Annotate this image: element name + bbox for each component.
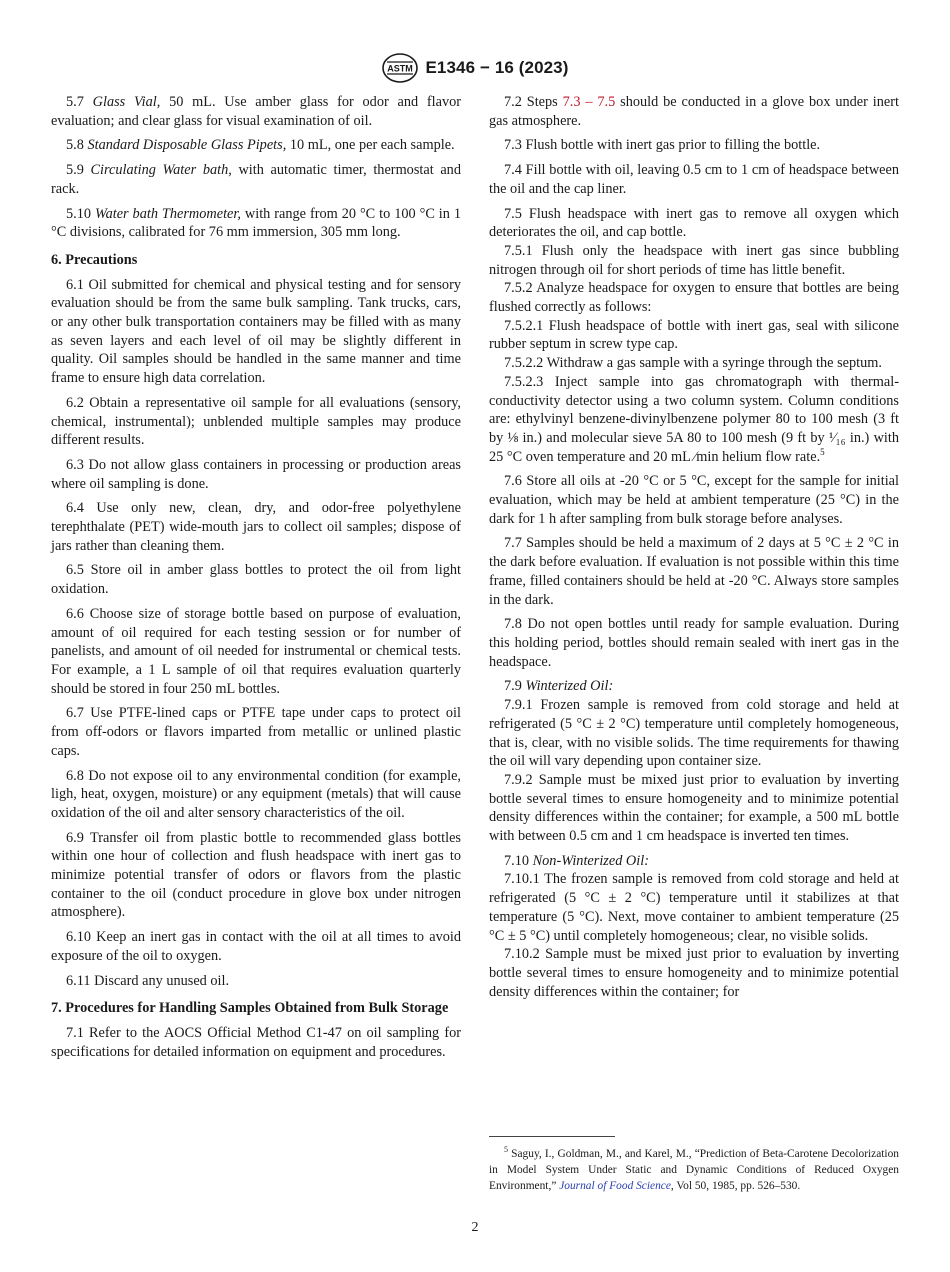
paragraph-6-8: 6.8 Do not expose oil to any environmental condition (for example, ligh, heat, oxygen, moisture) or any equipment (metals) that will cause oxidation of the oil and alter sensory characteristics of the oil. [51,767,461,821]
paragraph-7-5: 7.5 Flush headspace with inert gas to remove all oxygen which deteriorates the oil, and cap bottle. [489,205,899,241]
paragraph-7-5-2-1: 7.5.2.1 Flush headspace of bottle with inert gas, seal with silicone rubber septum in screw type cap. [489,317,899,353]
paragraph-7-5-2-3: 7.5.2.3 Inject sample into gas chromatograph with thermal-conductivity detector using a two column system. Column conditions are: ethylvinyl benzene-divinylbenzene polymer 80 to 100 mesh (3 ft by ⅛ in.) and molecular sieve 5A 80 to 100 mesh (9 ft by ¹⁄₁₆ in.) with 25 °C oven temperature and 20 mL ⁄min helium flow rate.$^5$ [489,373,899,465]
footnote-divider [489,1136,615,1137]
paragraph-7-9-2: 7.9.2 Sample must be mixed just prior to evaluation by inverting bottle several times to ensure homogeneity and to minimize potential density differences within the container; for example, a 500 mL bottle with between 0.5 cm and 1 cm headspace is inverted ten times. [489,771,899,845]
footnote-5: $^5$ Saguy, I., Goldman, M., and Karel, M., “Prediction of Beta-Carotene Decolorization in Model System Under Static and Dynamic Conditions of Reduced Oxygen Environment,” Journal of Food Science, Vol 50, 1985, pp. 526–530. [489,1145,899,1192]
paragraph-7-5-1: 7.5.1 Flush only the headspace with inert gas since bubbling nitrogen through oil for short periods of time has little benefit. [489,242,899,278]
paragraph-5-9: 5.9 Circulating Water bath, with automatic timer, thermostat and rack. [51,162,461,197]
document-id: E1346 − 16 (2023) [425,58,569,77]
paragraph-7-5-2: 7.5.2 Analyze headspace for oxygen to ensure that bottles are being flushed correctly as follows: [489,280,899,316]
astm-logo-icon [381,53,419,83]
paragraph-7-1: 7.1 Refer to the AOCS Official Method C1-47 on oil sampling for specifications for detailed information on equipment and procedures. [51,1024,461,1060]
paragraph-6-11: 6.11 Discard any unused oil. [66,972,230,989]
steps-cross-reference-link[interactable]: 7.3 – 7.5 [562,94,616,110]
paragraph-5-8: 5.8 Standard Disposable Glass Pipets, 10 mL, one per each sample. [66,137,455,154]
paragraph-7-6: 7.6 Store all oils at -20 °C or 5 °C, except for the sample for initial evaluation, which may be held at ambient temperature (25 °C) in the dark for 1 h after sampling from bulk storage before analyses. [489,473,899,527]
paragraph-7-8: 7.8 Do not open bottles until ready for sample evaluation. During this holding period, bottles should remain sealed with inert gas in the headspace. [489,616,899,670]
paragraph-6-5: 6.5 Store oil in amber glass bottles to protect the oil from light oxidation. [51,562,461,598]
paragraph-7-4: 7.4 Fill bottle with oil, leaving 0.5 cm to 1 cm of headspace between the oil and the cap liner. [489,162,899,197]
paragraph-7-9-1: 7.9.1 Frozen sample is removed from cold storage and held at refrigerated (5 °C ± 2 °C) temperature until completely homogeneous, that is, clear, with no visible solids. The time requirements for thawing the oil will vary depending upon container size. [489,697,899,770]
footnote-ref-5[interactable]: 5 [820,446,825,457]
paragraph-7-10-2: 7.10.2 Sample must be mixed just prior to evaluation by inverting bottle several times to ensure homogeneity and to minimize potential density differences within the container; for [489,946,899,1000]
left-column [51,93,461,1067]
paragraph-7-7: 7.7 Samples should be held a maximum of 2 days at 5 °C ± 2 °C in the dark before evaluation. If evaluation is not possible within this time frame, filled containers should be held at -20 °C. Always store samples in the dark. [489,535,899,608]
paragraph-6-10: 6.10 Keep an inert gas in contact with the oil at all times to avoid exposure of the oil to oxygen. [51,929,461,964]
paragraph-5-10: 5.10 Water bath Thermometer, with range from 20 °C to 100 °C in 1 °C divisions, calibrated for 76 mm immersion, 305 mm long. [51,205,462,241]
page-header [0,50,950,86]
paragraph-7-9: 7.9 Winterized Oil: [504,678,614,695]
paragraph-6-7: 6.7 Use PTFE-lined caps or PTFE tape under caps to protect oil from off-odors or flavors imparted from metallic or unlined plastic caps. [51,705,461,759]
section-7-heading: 7. Procedures for Handling Samples Obtained from Bulk Storage [51,1000,449,1017]
paragraph-6-1: 6.1 Oil submitted for chemical and physical testing and for sensory evaluation should be from the same bulk sampling. Tank trucks, cars, or any other bulk transportation containers may be filled with as many as seven layers and each level of oil may be slightly different in quality. Oil samples should be handled in the same manner and time frame to ensure high data correlation. [51,276,461,387]
section-6-heading: 6. Precautions [51,251,138,268]
paragraph-6-6: 6.6 Choose size of storage bottle based on purpose of evaluation, amount of oil required for each testing session or for number of panelists, and amount of oil needed for instrumental or chemical tests. For example, a 1 L sample of oil that requires evaluation quarterly should be stored in four 250 mL bottles. [51,605,461,697]
astm-logo-text: ASTM [387,63,414,74]
paragraph-6-3: 6.3 Do not allow glass containers in processing or production areas where oil sampling is done. [51,456,461,492]
paragraph-7-2: 7.2 Steps 7.3 – 7.5 should be conducted in a glove box under inert gas atmosphere. [489,94,899,129]
paragraph-6-2: 6.2 Obtain a representative oil sample for all evaluations (sensory, chemical, instrumental); unblended multiple samples may produce different results. [51,394,461,449]
paragraph-7-10-1: 7.10.1 The frozen sample is removed from cold storage and held at refrigerated (5 °C ± 2 °C) temperature until it stabilizes at that temperature (5 °C). Next, move container to ambient temperature (25 °C ± 5 °C) until completely homogeneous; clear, no visible solids. [489,871,899,944]
paragraph-6-4: 6.4 Use only new, clean, dry, and odor-free polyethylene terephthalate (PET) wide-mouth jars to collect oil samples; dispose of jars rather than cleaning them. [51,500,461,554]
page-number: 2 [471,1220,479,1235]
paragraph-7-5-2-2: 7.5.2.2 Withdraw a gas sample with a syringe through the septum. [504,355,882,372]
journal-link[interactable]: Journal of Food Science [559,1180,671,1192]
paragraph-7-3: 7.3 Flush bottle with inert gas prior to filling the bottle. [504,137,821,154]
paragraph-6-9: 6.9 Transfer oil from plastic bottle to recommended glass bottles within one hour of collection and flush headspace with inert gas to minimize potential transfer of odors or flavors from the plastic container to the oil (conduct procedure in glove box under nitrogen atmosphere). [51,829,461,921]
paragraph-5-7: 5.7 Glass Vial, 50 mL. Use amber glass for odor and flavor evaluation; and clear glass for visual examination of oil. [51,94,462,129]
paragraph-7-10: 7.10 Non-Winterized Oil: [504,852,649,869]
right-column [489,93,899,1001]
